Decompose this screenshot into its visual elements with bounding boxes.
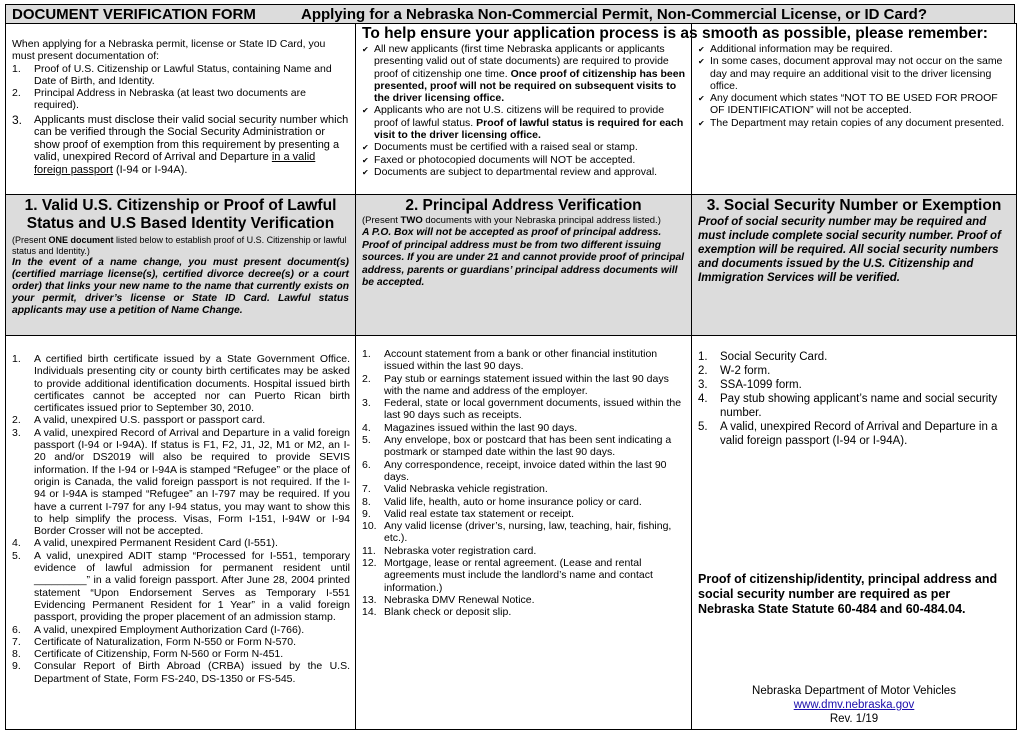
section3-item-3: 3. SSA-1099 form.: [698, 379, 802, 391]
section2-item-9: 9. Valid real estate tax statement or receipt.: [362, 507, 575, 520]
reminder-right-2: ✔ In some cases, document approval may not occur on the same day and may require an additional visit to the driver licensing office.: [698, 55, 1014, 92]
section2-title: 2. Principal Address Verification: [405, 197, 642, 214]
dmv-url-link[interactable]: www.dmv.nebraska.gov: [793, 699, 915, 711]
section1-item-2: 2. A valid, unexpired U.S. passport or passport card.: [12, 414, 266, 427]
section1-item-5: 5. A valid, unexpired ADIT stamp “Processed for I-551, temporary evidence of lawful admission for permanent resident until _________” in a valid foreign passport. After June 28, 2004 printed statement “Upon Endorsement Serves as Temporary I-551 Evidencing Permanent Resident for 1 Year” in a valid foreign passport, providing the proper placement of an admission stamp.: [12, 549, 350, 624]
section1-item-3: 3. A valid, unexpired Record of Arrival and Departure in a valid foreign passport (I-94 or I-94A). If status is F1, F2, J1, J2, M1 or M2, an I-20 and/or DS2019 will also be required to provide SEVIS information. If the I-94 or I-94A is stamped “Refugee” or the place of origin is Canada, the valid foreign passport is not required. If the I-94 or I-94A is stamped “Refugee” an I-797 may be required. If you have a current I-797 for any I-94 status, you may want to show this to help simplify the process. Visas, Form I-151, I-94W or I-94 Border Crosser will not be accepted.: [12, 426, 350, 538]
section3-item-2: 2. W-2 form.: [698, 365, 771, 377]
section2-item-1: 1. Account statement from a bank or other financial institution issued within the last 90 days.: [362, 348, 658, 373]
section3-item-5: 5. A valid, unexpired Record of Arrival and Departure in a valid foreign passport (I-94 or I-94A).: [698, 421, 998, 447]
form-title: DOCUMENT VERIFICATION FORM: [12, 6, 256, 23]
section2-item-4: 4. Magazines issued within the last 90 days.: [362, 421, 578, 434]
section2-item-10: 10. Any valid license (driver’s, nursing, law, teaching, hair, fishing, etc.).: [362, 520, 672, 545]
section2-item-6: 6. Any correspondence, receipt, invoice dated within the last 90 days.: [362, 458, 667, 483]
section2-item-5: 5. Any envelope, box or postcard that has been sent indicating a postmark or stamped date within the last 90 days.: [362, 434, 672, 459]
intro-item-3-link: in a valid foreign passport: [34, 151, 316, 176]
reminder-left: [362, 43, 688, 178]
reminder-right: [698, 43, 1014, 129]
section2-header: [356, 195, 691, 335]
reminder-left-2-bold: Proof of lawful status is required for each visit to the driver licensing office.: [374, 116, 684, 142]
reminder-right-1: ✔ Additional information may be required.: [698, 43, 1014, 55]
reminder-left-4: Faxed or photocopied documents will NOT be accepted.: [374, 153, 636, 166]
section2-item-13: 13. Nebraska DMV Renewal Notice.: [362, 593, 535, 606]
title-bar: [5, 4, 1015, 24]
section2-rules: A P.O. Box will not be accepted as proof of principal address. Proof of principal address must be from two different issuing sources. If you are under 21 and cannot provide proof of principal address, parents or guardians’ principal address documents will be accepted.: [362, 227, 685, 288]
form-subtitle: Applying for a Nebraska Non-Commercial Permit, Non-Commercial License, or ID Card?: [301, 6, 927, 23]
section2-item-8: 8. Valid life, health, auto or home insurance policy or card.: [362, 495, 642, 508]
section2-item-14: 14. Blank check or deposit slip.: [362, 606, 512, 619]
section1-name-change: In the event of a name change, you must present document(s) (certified marriage license(s), certified divorce decree(s) or a court order) that links your new name to the name that currently exists on your permit, driver’s license or State ID Card. Lawful status applicants may use a petition of Name Change.: [12, 257, 349, 316]
intro-item-3-end: (I-94 or I-94A).: [112, 163, 188, 176]
intro-text: When applying for a Nebraska permit, license or State ID Card, you must present documentation of:: [12, 38, 326, 63]
section2-item-3: 3. Federal, state or local government documents, issued within the last 90 days such as receipts.: [362, 397, 682, 422]
revision-label: Rev. 1/19: [829, 713, 879, 725]
section2-item-11: 11. Nebraska voter registration card.: [362, 544, 537, 557]
section1-item-4: 4. A valid, unexpired Permanent Resident Card (I-551).: [12, 537, 278, 550]
section1-item-7: 7. Certificate of Naturalization, Form N-550 or Form N-570.: [12, 635, 297, 648]
section1-item-1: 1. A certified birth certificate issued by a State Government Office. Individuals presenting city or county birth certificates may be asked to provide additional identification documents. Hospital issued birth certificates cannot be accepted nor can Puerto Rican birth certificates issued prior to September 30, 2010.: [12, 353, 350, 415]
intro-block: When applying for a Nebraska permit, license or State ID Card, you must present documentation of: 1. Proof of U.S. Citizenship or Lawful Status, containing Name and Date of Birth, and Identity. 2. Principal Address in Nebraska (at least two documents are required). 3. Applicants must disclose their valid social security number which can be verified through the Social Security Administration or show proof of exemption from this requirement by presenting a valid, unexpired Record of Arrival and Departure in a valid foreign passport (I-94 or I-94A).: [12, 38, 349, 176]
section3-list: [698, 350, 1012, 448]
reminder-right-4: ✔ The Department may retain copies of any document presented.: [698, 117, 1014, 129]
reminder-left-1-bold: Once proof of citizenship has been presented, proof will not be required on subsequent visits to the driver licensing office.: [374, 67, 686, 105]
section2-item-7: 7. Valid Nebraska vehicle registration.: [362, 483, 548, 496]
section1-item-6: 6. A valid, unexpired Employment Authorization Card (I-766).: [12, 623, 305, 636]
reminder-left-1: All new applicants (first time Nebraska applicants or applicants presenting valid out of state documents) are required to provide proof of citizenship one time.: [374, 43, 669, 80]
section2-item-12: 12. Mortgage, lease or rental agreement. (Lease and rental agreements must include the landlord’s name and contact information.): [362, 557, 653, 594]
section3-rules: Proof of social security number may be required and must include complete social security number. Proof of exemption will be required. All social security numbers and documents issued by the U.S. Citizenship and Immigration Services will be verified.: [698, 216, 1001, 284]
intro-item-1: Proof of U.S. Citizenship or Lawful Status, containing Name and Date of Birth, and Identity.: [34, 62, 332, 87]
section3-item-1: 1. Social Security Card.: [698, 351, 828, 363]
reminder-left-3: Documents must be certified with a raised seal or stamp.: [374, 141, 638, 154]
section2-note: (Present TWO documents with your Nebraska principal address listed.): [362, 215, 661, 226]
agency-name: Nebraska Department of Motor Vehicles: [752, 685, 956, 697]
section3-title: 3. Social Security Number or Exemption: [706, 197, 1002, 214]
section1-item-8: 8. Certificate of Citizenship, Form N-560 or Form N-451.: [12, 648, 284, 661]
section3-item-4: 4. Pay stub showing applicant’s name and social security number.: [698, 393, 998, 419]
section1-item-9: 9. Consular Report of Birth Abroad (CRBA) issued by the U.S. Department of State, Form FS-240, DS-1350 or FS-545.: [12, 660, 350, 685]
statute-note: Proof of citizenship/identity, principal address and social security number are required as per Nebraska State Statute 60-484 and 60-484.04.: [698, 572, 998, 616]
form-grid: [5, 23, 1017, 730]
section3-header: [692, 195, 1016, 335]
footer-block: [692, 684, 1016, 726]
reminder-right-3: ✔ Any document which states “NOT TO BE USED FOR PROOF OF IDENTIFICATION” will not be accepted.: [698, 92, 1014, 117]
reminder-left-5: Documents are subject to departmental review and approval.: [374, 165, 658, 178]
section1-title: 1. Valid U.S. Citizenship or Proof of Lawful Status and U.S Based Identity Verification: [24, 197, 337, 232]
section1-note: (Present ONE document listed below to establish proof of U.S. Citizenship or lawful status and Identity.): [12, 235, 347, 256]
reminder-left-2: Applicants who are not U.S. citizens will be required to provide proof of lawful status.: [374, 104, 665, 129]
section1-list: [12, 353, 350, 685]
intro-item-2: Principal Address in Nebraska (at least two documents are required).: [34, 87, 306, 112]
section2-list: [362, 348, 686, 619]
section2-item-2: 2. Pay stub or earnings statement issued within the last 90 days with the name and address of the employer.: [362, 372, 669, 397]
intro-item-3: Applicants must disclose their valid social security number which can be verified through the Social Security Administration or show proof of exemption from this requirement by presenting a valid, unexpired Record of Arrival and Departure: [34, 113, 349, 164]
section1-header: [6, 195, 355, 335]
reminder-heading: To help ensure your application process is as smooth as possible, please remember:: [362, 25, 988, 42]
